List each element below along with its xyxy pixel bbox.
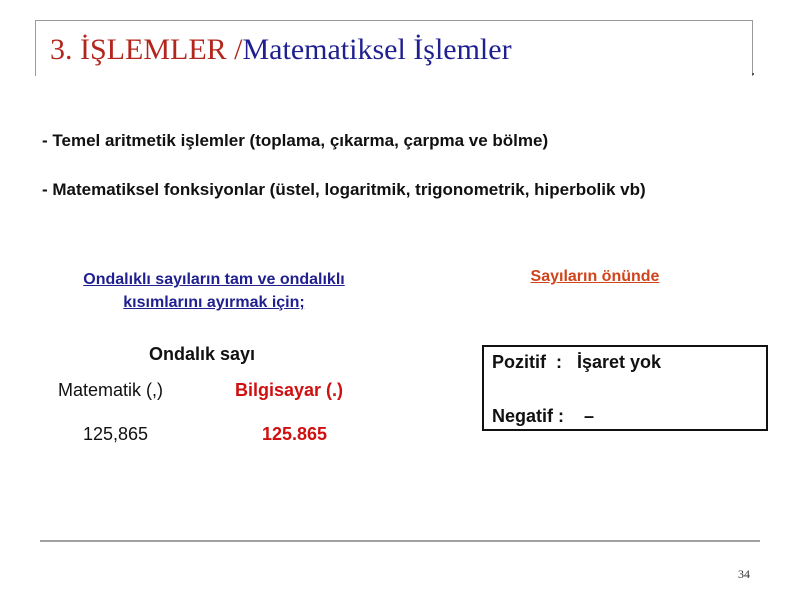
slide-title: [50, 32, 512, 68]
computer-column-header: Bilgisayar (.): [235, 380, 344, 400]
computer-value: 125.865: [262, 424, 328, 444]
header-frame-right: [752, 20, 753, 76]
math-column-header: Matematik (,): [58, 380, 164, 400]
positive-sign-line: Pozitif : İşaret yok: [492, 352, 662, 372]
decimal-heading-line2: kısımlarını ayırmak için;: [123, 294, 305, 311]
sign-box: [482, 345, 768, 431]
header-frame-dot: [752, 73, 754, 75]
title-main: Matematiksel İşlemler: [242, 33, 512, 66]
bullet-arithmetic: - Temel aritmetik işlemler (toplama, çıkarma, çarpma ve bölme): [42, 131, 549, 150]
decimal-heading-line1: Ondalıklı sayıların tam ve ondalıklı: [83, 271, 345, 288]
footer-divider: [40, 540, 760, 542]
header-frame-left: [35, 20, 36, 76]
header-frame-top: [35, 20, 753, 21]
decimal-title: Ondalık sayı: [149, 344, 256, 364]
bullet-functions: - Matematiksel fonksiyonlar (üstel, logaritmik, trigonometrik, hiperbolik vb): [42, 180, 646, 199]
decimal-separator-heading: [45, 268, 383, 314]
page-number: 34: [738, 567, 750, 581]
negative-sign-line: Negatif : –: [492, 406, 595, 426]
sign-heading: Sayıların önünde: [530, 268, 660, 285]
title-prefix: 3. İŞLEMLER /: [50, 33, 243, 66]
math-value: 125,865: [83, 424, 149, 444]
